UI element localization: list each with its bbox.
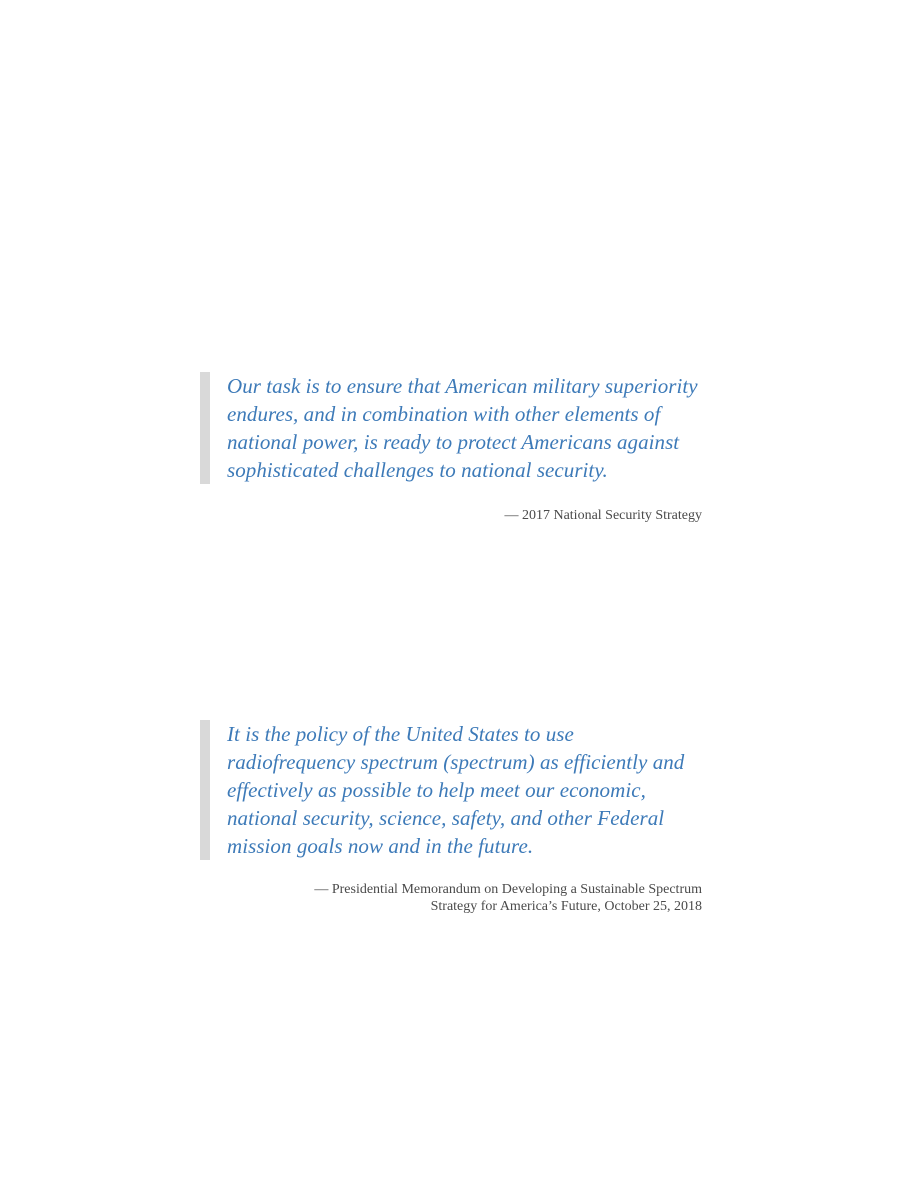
quote-text	[227, 372, 705, 484]
attribution-line: — 2017 National Security Strategy	[504, 508, 702, 523]
quote-bar	[200, 372, 210, 484]
attribution-line: — Presidential Memorandum on Developing a Sustainable Spectrum	[314, 882, 702, 897]
quote-line: It is the policy of the United States to use	[227, 722, 574, 746]
quote-line: mission goals now and in the future.	[227, 834, 534, 858]
quote-body	[200, 720, 705, 860]
attribution-line: Strategy for America’s Future, October 25, 2018	[430, 898, 702, 914]
quote-line: national security, science, safety, and other Federal	[227, 806, 665, 830]
quote-line: national power, is ready to protect Americans against	[227, 430, 680, 454]
quote-attribution	[200, 882, 705, 915]
quote-block-presidential-memorandum	[200, 720, 705, 915]
quote-block-nss-2017	[200, 372, 705, 525]
quote-line: effectively as possible to help meet our economic,	[227, 778, 646, 802]
quote-line: Our task is to ensure that American military superiority	[227, 374, 698, 398]
quote-text	[227, 720, 705, 860]
quote-line: endures, and in combination with other elements of	[227, 402, 661, 426]
quote-bar	[200, 720, 210, 860]
quote-line: radiofrequency spectrum (spectrum) as efficiently and	[227, 750, 685, 774]
quote-line: sophisticated challenges to national security.	[227, 458, 608, 482]
quote-body	[200, 372, 705, 484]
quote-attribution	[200, 508, 705, 525]
